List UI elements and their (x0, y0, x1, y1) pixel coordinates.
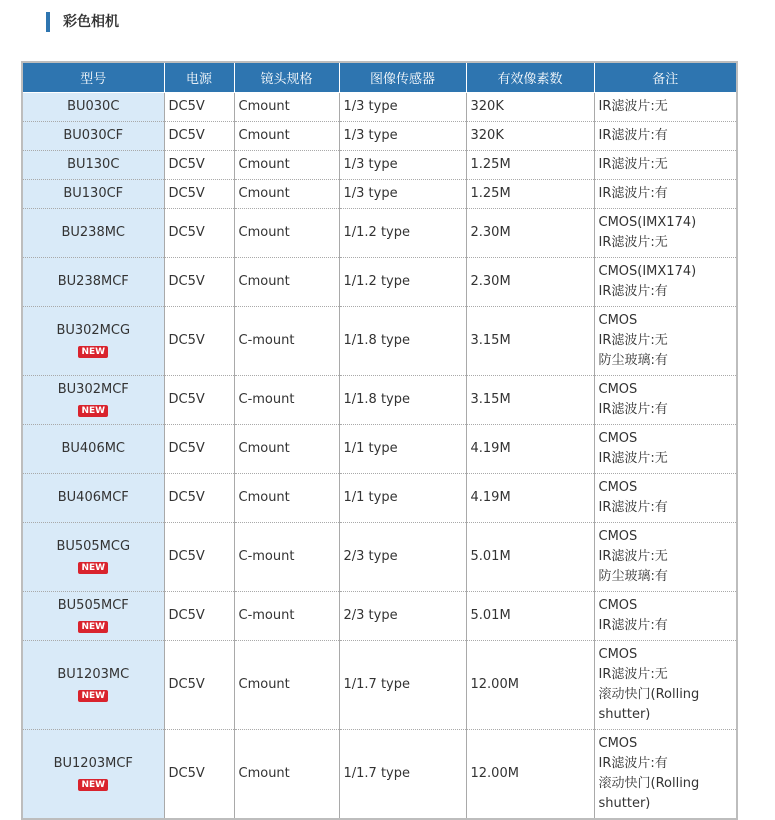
note-line: IR滤波片:有 (598, 756, 668, 771)
note-line: CMOS (598, 736, 638, 751)
note-line: IR滤波片:无 (598, 667, 668, 682)
model-name: BU030C (67, 99, 120, 114)
model-name: BU302MCG (56, 323, 131, 338)
cell-lens: Cmount (234, 730, 339, 819)
header-sensor: 图像传感器 (339, 63, 466, 93)
cell-sensor: 1/1 type (339, 474, 466, 523)
note-line: IR滤波片:有 (598, 500, 668, 515)
cell-lens: Cmount (234, 258, 339, 307)
cell-lens: Cmount (234, 93, 339, 122)
cell-lens: Cmount (234, 209, 339, 258)
cell-notes (594, 474, 736, 523)
table-row (23, 730, 736, 819)
cell-notes (594, 376, 736, 425)
note-line: CMOS(IMX174) (598, 215, 697, 230)
note-line: CMOS (598, 313, 638, 328)
table-row (23, 307, 736, 376)
cell-pixels: 5.01M (466, 523, 594, 592)
cell-lens: Cmount (234, 425, 339, 474)
note-line: CMOS (598, 431, 638, 446)
cell-model (23, 93, 164, 122)
table-row (23, 376, 736, 425)
table-row (23, 592, 736, 641)
cell-notes (594, 730, 736, 819)
new-badge: NEW (78, 405, 108, 417)
cell-pixels: 3.15M (466, 376, 594, 425)
cell-power: DC5V (164, 376, 234, 425)
cell-pixels: 2.30M (466, 258, 594, 307)
note-line: IR滤波片:无 (598, 451, 668, 466)
cell-lens: Cmount (234, 180, 339, 209)
cell-pixels: 4.19M (466, 474, 594, 523)
note-line: IR滤波片:有 (598, 284, 668, 299)
model-name: BU505MCG (56, 539, 131, 554)
cell-notes (594, 307, 736, 376)
note-line: 防尘玻璃:有 (598, 353, 668, 368)
header-model: 型号 (23, 63, 164, 93)
cell-notes (594, 122, 736, 151)
table-row (23, 209, 736, 258)
cell-notes (594, 93, 736, 122)
note-line: CMOS (598, 382, 638, 397)
model-name: BU302MCF (57, 382, 129, 397)
cell-lens: Cmount (234, 474, 339, 523)
note-line: IR滤波片:有 (598, 618, 668, 633)
model-name: BU030CF (63, 128, 124, 143)
table-row (23, 122, 736, 151)
table-row (23, 425, 736, 474)
cell-notes (594, 425, 736, 474)
cell-lens: C-mount (234, 592, 339, 641)
cell-power: DC5V (164, 93, 234, 122)
cell-sensor: 1/1.8 type (339, 376, 466, 425)
note-line: IR滤波片:有 (598, 128, 668, 143)
cell-power: DC5V (164, 592, 234, 641)
header-power: 电源 (164, 63, 234, 93)
cell-power: DC5V (164, 209, 234, 258)
cell-model (23, 307, 164, 376)
new-badge: NEW (78, 346, 108, 358)
cell-power: DC5V (164, 151, 234, 180)
model-name: BU1203MC (57, 667, 130, 682)
model-name: BU406MC (61, 441, 126, 456)
cell-sensor: 2/3 type (339, 523, 466, 592)
cell-sensor: 1/1.2 type (339, 258, 466, 307)
model-name: BU238MCF (57, 274, 129, 289)
cell-pixels: 320K (466, 122, 594, 151)
cell-lens: C-mount (234, 307, 339, 376)
cell-model (23, 641, 164, 730)
cell-pixels: 12.00M (466, 730, 594, 819)
cell-sensor: 1/1.7 type (339, 641, 466, 730)
cell-model (23, 209, 164, 258)
new-badge: NEW (78, 621, 108, 633)
cell-pixels: 1.25M (466, 151, 594, 180)
note-line: IR滤波片:无 (598, 333, 668, 348)
cell-model (23, 258, 164, 307)
note-line: CMOS (598, 647, 638, 662)
table-row (23, 258, 736, 307)
cell-notes (594, 209, 736, 258)
cell-pixels: 1.25M (466, 180, 594, 209)
cell-power: DC5V (164, 307, 234, 376)
note-line: 滚动快门(Rolling shutter) (598, 687, 700, 722)
header-pixels: 有效像素数 (466, 63, 594, 93)
table-row (23, 151, 736, 180)
cell-notes (594, 523, 736, 592)
note-line: CMOS (598, 598, 638, 613)
cell-pixels: 12.00M (466, 641, 594, 730)
cell-model (23, 376, 164, 425)
cell-sensor: 2/3 type (339, 592, 466, 641)
cell-power: DC5V (164, 523, 234, 592)
table-header-row (23, 63, 736, 93)
note-line: 防尘玻璃:有 (598, 569, 668, 584)
new-badge: NEW (78, 562, 108, 574)
header-notes: 备注 (594, 63, 736, 93)
cell-sensor: 1/3 type (339, 122, 466, 151)
cell-notes (594, 180, 736, 209)
note-line: IR滤波片:无 (598, 157, 668, 172)
table-row (23, 641, 736, 730)
cell-power: DC5V (164, 474, 234, 523)
cell-lens: Cmount (234, 151, 339, 180)
cell-sensor: 1/1 type (339, 425, 466, 474)
cell-lens: C-mount (234, 376, 339, 425)
cell-pixels: 5.01M (466, 592, 594, 641)
note-line: IR滤波片:有 (598, 186, 668, 201)
model-name: BU130C (67, 157, 120, 172)
cell-pixels: 3.15M (466, 307, 594, 376)
model-name: BU406MCF (57, 490, 129, 505)
cell-model (23, 474, 164, 523)
cell-power: DC5V (164, 425, 234, 474)
cell-lens: Cmount (234, 122, 339, 151)
camera-spec-table (21, 61, 738, 820)
note-line: CMOS(IMX174) (598, 264, 697, 279)
table-row (23, 180, 736, 209)
model-name: BU130CF (63, 186, 124, 201)
section-title: 彩色相机 (46, 12, 119, 32)
cell-power: DC5V (164, 258, 234, 307)
cell-sensor: 1/3 type (339, 180, 466, 209)
cell-notes (594, 641, 736, 730)
cell-model (23, 730, 164, 819)
cell-sensor: 1/3 type (339, 151, 466, 180)
note-line: CMOS (598, 480, 638, 495)
model-name: BU238MC (61, 225, 126, 240)
table-row (23, 523, 736, 592)
cell-power: DC5V (164, 641, 234, 730)
cell-pixels: 4.19M (466, 425, 594, 474)
note-line: IR滤波片:无 (598, 235, 668, 250)
cell-sensor: 1/3 type (339, 93, 466, 122)
cell-lens: Cmount (234, 641, 339, 730)
cell-notes (594, 258, 736, 307)
cell-model (23, 425, 164, 474)
cell-power: DC5V (164, 180, 234, 209)
cell-power: DC5V (164, 122, 234, 151)
note-line: IR滤波片:无 (598, 549, 668, 564)
header-lens: 镜头规格 (234, 63, 339, 93)
note-line: CMOS (598, 529, 638, 544)
cell-notes (594, 151, 736, 180)
note-line: IR滤波片:无 (598, 99, 668, 114)
new-badge: NEW (78, 779, 108, 791)
cell-model (23, 180, 164, 209)
new-badge: NEW (78, 690, 108, 702)
cell-lens: C-mount (234, 523, 339, 592)
model-name: BU1203MCF (53, 756, 133, 771)
cell-sensor: 1/1.8 type (339, 307, 466, 376)
note-line: 滚动快门(Rolling shutter) (598, 776, 700, 811)
cell-model (23, 151, 164, 180)
model-name: BU505MCF (57, 598, 129, 613)
cell-notes (594, 592, 736, 641)
cell-power: DC5V (164, 730, 234, 819)
table-row (23, 93, 736, 122)
table-row (23, 474, 736, 523)
cell-pixels: 2.30M (466, 209, 594, 258)
cell-sensor: 1/1.7 type (339, 730, 466, 819)
cell-model (23, 523, 164, 592)
cell-model (23, 592, 164, 641)
cell-model (23, 122, 164, 151)
note-line: IR滤波片:有 (598, 402, 668, 417)
cell-pixels: 320K (466, 93, 594, 122)
cell-sensor: 1/1.2 type (339, 209, 466, 258)
